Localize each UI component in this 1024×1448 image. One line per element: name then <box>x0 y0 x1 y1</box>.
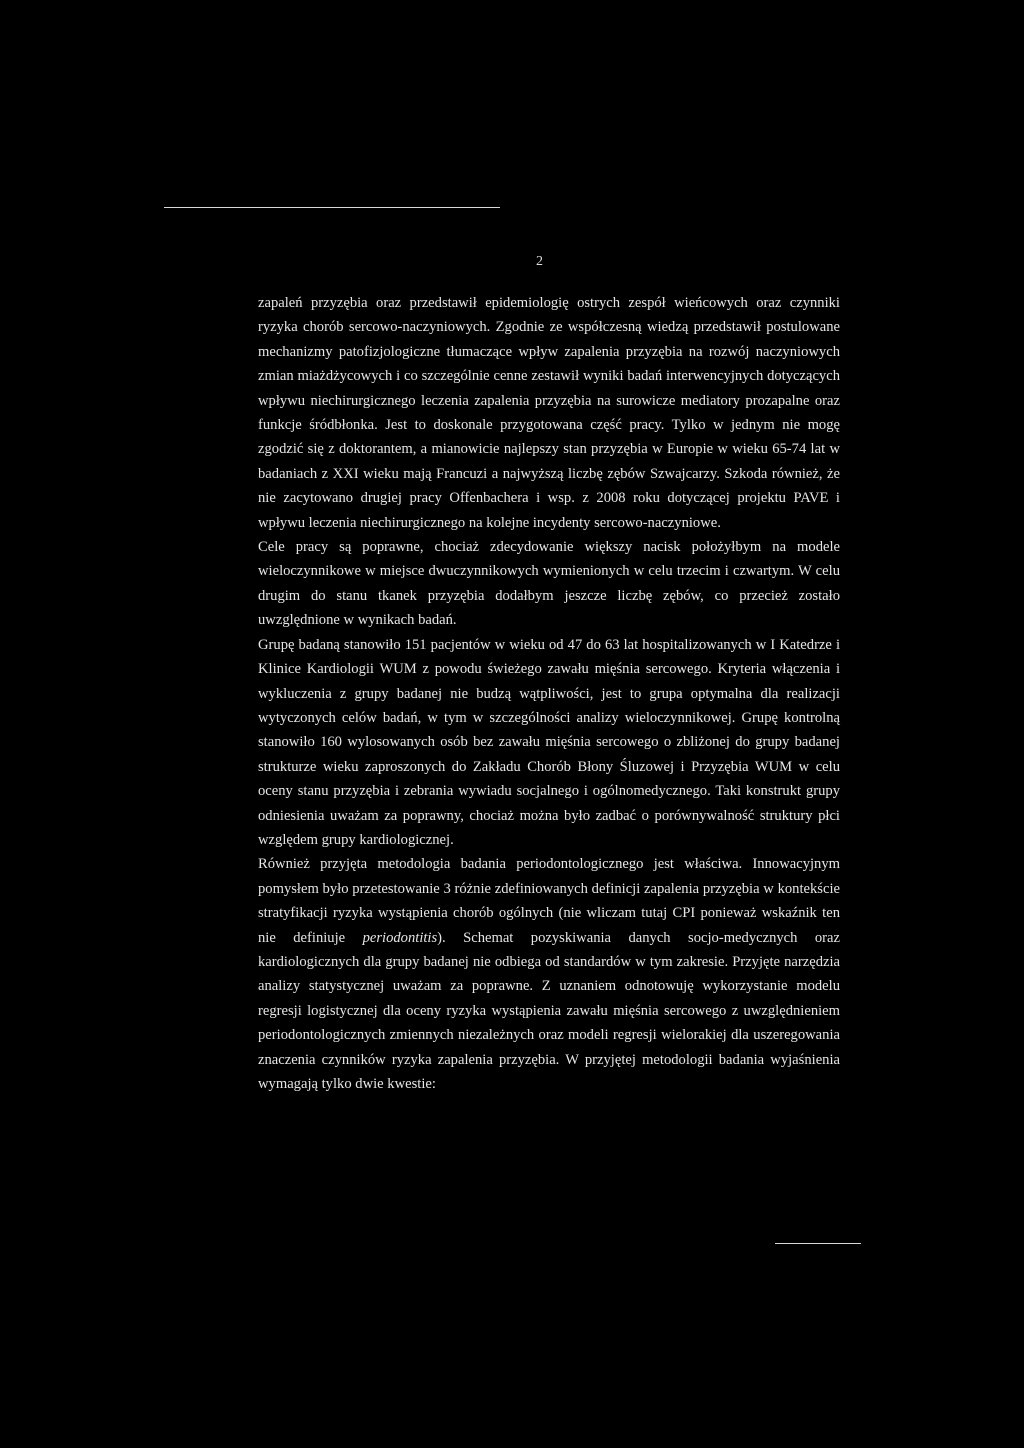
bottom-divider-line <box>775 1243 861 1244</box>
methodology-text-part-1: Również przyjęta metodologia badania periodontologicznego jest właściwa. Innowacyjnym pomysłem było przetestowanie 3 różnie zdefiniowanych definicji zapalenia przyzębia w kontekście stratyfikacji ryzyka wystąpienia chorób ogólnych (nie wliczam tutaj CPI ponieważ wskaźnik ten nie definiuje <box>258 856 840 946</box>
page-number: 2 <box>536 254 543 269</box>
document-body <box>258 291 840 1096</box>
paragraph-methodology <box>258 852 840 1096</box>
methodology-italic-term: periodontitis <box>362 929 438 946</box>
paragraph-study-group: Grupę badaną stanowiło 151 pacjentów w wieku od 47 do 63 lat hospitalizowanych w I Katedrze i Klinice Kardiologii WUM z powodu świeżego zawału mięśnia sercowego. Kryteria włączenia i wykluczenia z grupy badanej nie budzą wątpliwości, jest to grupa optymalna dla realizacji wytyczonych celów badań, w tym w szczególności analizy wieloczynnikowej. Grupę kontrolną stanowiło 160 wylosowanych osób bez zawału mięśnia sercowego o zbliżonej do grupy badanej strukturze wieku zaproszonych do Zakładu Chorób Błony Śluzowej i Przyzębia WUM w celu oceny stanu przyzębia i zebrania wywiadu socjalnego i ogólnomedycznego. Taki konstrukt grupy odniesienia uważam za poprawny, chociaż można było zadbać o porównywalność struktury płci względem grupy kardiologicznej. <box>258 636 840 848</box>
paragraph-introduction-review: zapaleń przyzębia oraz przedstawił epidemiologię ostrych zespół wieńcowych oraz czynniki ryzyka chorób sercowo-naczyniowych. Zgodnie ze współczesną wiedzą przedstawił postulowane mechanizmy patofizjologiczne tłumaczące wpływ zapalenia przyzębia na rozwój naczyniowych zmian miażdżycowych i co szczególnie cenne zestawił wyniki badań interwencyjnych dotyczących wpływu niechirurgicznego leczenia zapalenia przyzębia na surowicze mediatory prozapalne oraz funkcje śródbłonka. Jest to doskonale przygotowana część pracy. Tylko w jednym nie mogę zgodzić się z doktorantem, a mianowicie najlepszy stan przyzębia w Europie w wieku 65-74 lat w badaniach z XXI wieku mają Francuzi a najwyższą liczbę zębów Szwajcarzy. Szkoda również, że nie zacytowano drugiej pracy Offenbachera i wsp. z 2008 roku dotyczącej projektu PAVE i wpływu leczenia niechirurgicznego na kolejne incydenty sercowo-naczyniowe. <box>258 295 840 531</box>
top-divider-line <box>164 207 500 208</box>
paragraph-aims: Cele pracy są poprawne, chociaż zdecydowanie większy nacisk położyłbym na modele wieloczynnikowe w miejsce dwuczynnikowych wymienionych w celu trzecim i czwartym. W celu drugim do stanu tkanek przyzębia dodałbym jeszcze liczbę zębów, co przecież zostało uwzględnione w wynikach badań. <box>258 539 840 629</box>
methodology-text-part-2: ). Schemat pozyskiwania danych socjo-medycznych oraz kardiologicznych dla grupy badanej nie odbiega od standardów w tym zakresie. Przyjęte narzędzia analizy statystycznej uważam za poprawne. Z uznaniem odnotowuję wykorzystanie modelu regresji logistycznej dla oceny ryzyka wystąpienia zawału mięśnia sercowego z uwzględnieniem periodontologicznych zmiennych niezależnych oraz modeli regresji wielorakiej dla uszeregowania znaczenia czynników ryzyka zapalenia przyzębia. W przyjętej metodologii badania wyjaśnienia wymagają tylko dwie kwestie: <box>258 929 840 1092</box>
